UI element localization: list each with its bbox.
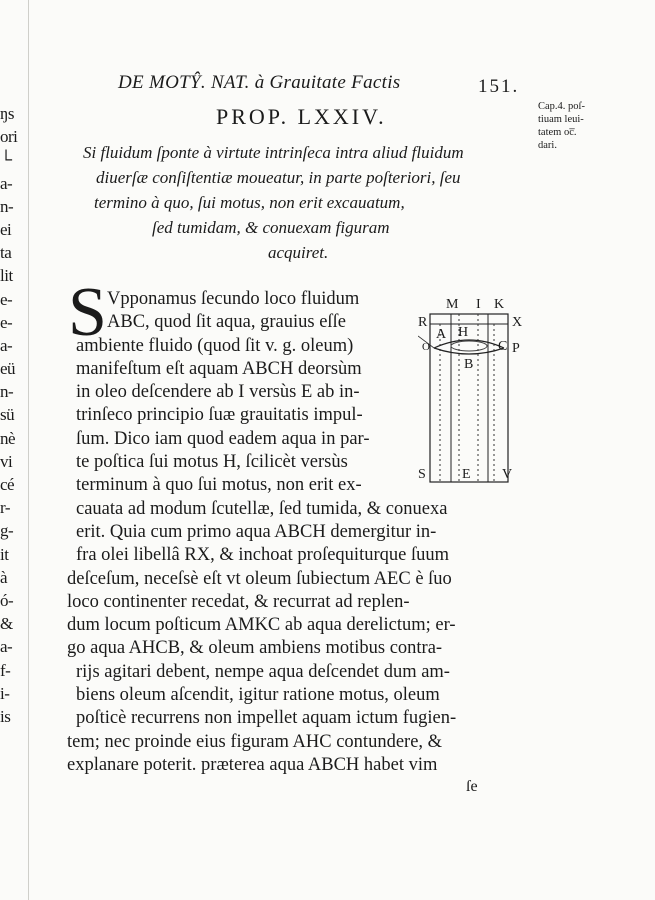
facing-page-fragment: n-	[0, 196, 14, 216]
margin-note	[538, 100, 628, 152]
figure-label-e: E	[462, 467, 471, 482]
fluid-column-diagram	[418, 296, 530, 496]
figure-label-h: H	[458, 325, 469, 340]
drop-cap: S	[68, 274, 107, 351]
statement-line: diuerſæ conſiſtentiæ moueatur, in parte poſteriori, ſeu	[96, 168, 461, 187]
facing-page-fragment: à	[0, 567, 8, 587]
figure-label-i: I	[476, 297, 481, 312]
figure-label-v: V	[502, 467, 513, 482]
facing-page-fragment: └	[0, 150, 12, 170]
body-line: te poſtica ſui motus H, ſcilicèt versùs	[76, 452, 348, 473]
facing-page-fragment: g-	[0, 521, 14, 541]
figure-label-x: X	[512, 315, 523, 330]
facing-page-fragment: &	[0, 614, 13, 634]
statement-line: acquiret.	[268, 243, 329, 262]
facing-page-fragment: ei	[0, 219, 12, 239]
body-line: deſceſum, neceſsè eſt vt oleum ſubiectum AEC è ſuo	[67, 568, 452, 589]
facing-page-fragment: a-	[0, 335, 13, 355]
running-head: DE MOTŶ. NAT. à Grauitate Factis	[118, 72, 401, 93]
facing-page-fragment: nè	[0, 428, 16, 448]
body-line: cauata ad modum ſcutellæ, ſed tumida, & conuexa	[76, 498, 448, 519]
figure-label-o: O	[422, 341, 430, 353]
facing-page-fragment: ori	[0, 127, 18, 147]
facing-page-fragment: sü	[0, 405, 15, 425]
body-line: manifeſtum eſt aquam ABCH deorsùm	[76, 358, 362, 379]
facing-page-fragment: ta	[0, 243, 12, 263]
body-line: terminum à quo ſui motus, non erit ex-	[76, 475, 362, 496]
figure-label-m: M	[446, 297, 459, 312]
facing-page-fragment: lit	[0, 266, 13, 286]
figure-label-c: C	[498, 339, 508, 354]
facing-page-fragment: vi	[0, 451, 13, 471]
facing-page-fragment: r-	[0, 498, 10, 518]
facing-page-fragments	[0, 102, 30, 728]
body-line: dum locum poſticum AMKC ab aqua derelictum; er-	[67, 615, 456, 636]
statement-line: termino à quo, ſui motus, non erit excauatum,	[94, 193, 405, 212]
facing-page-fragment: ó-	[0, 590, 14, 610]
margin-note-line: Cap.4. poſ-	[538, 101, 585, 112]
facing-page-fragment: f-	[0, 660, 11, 680]
margin-note-line: tatem oc̅̅.	[538, 127, 577, 138]
body-line: in oleo deſcendere ab I versùs E ab in-	[76, 382, 360, 403]
figure-label-b: B	[464, 357, 474, 372]
figure-label-a: A	[436, 327, 447, 342]
margin-note-line: tiuam leui-	[538, 114, 584, 125]
body-line: Vpponamus ſecundo loco fluidum	[107, 289, 360, 309]
body-line: explanare poterit. præterea aqua ABCH habet vim	[67, 754, 438, 775]
body-line: ſum. Dico iam quod eadem aqua in par-	[76, 428, 370, 449]
facing-page-fragment: it	[0, 544, 9, 564]
body-line: fra olei libellâ RX, & inchoat proſequiturque ſuum	[76, 545, 449, 566]
body-line: biens oleum aſcendit, igitur ratione motus, oleum	[76, 685, 440, 706]
body-line: rijs agitari debent, nempe aqua deſcendet dum am-	[76, 661, 450, 682]
body-line: ambiente fluido (quod ſit v. g. oleum)	[76, 335, 354, 356]
margin-note-line: dari.	[538, 140, 557, 151]
facing-page-fragment: e-	[0, 312, 13, 332]
catchword: ſe	[466, 778, 478, 795]
figure-label-r: R	[418, 315, 428, 330]
facing-page-fragment: ŋs	[0, 104, 15, 123]
proposition-statement	[80, 140, 550, 265]
body-line: go aqua AHCB, & oleum ambiens motibus contra-	[67, 638, 443, 659]
figure-label-k: K	[494, 297, 505, 312]
page-number: 151.	[478, 76, 520, 97]
body-line: poſticè recurrens non impellet aquam ictum fugien-	[76, 708, 457, 729]
proposition-heading: PROP. LXXIV.	[216, 104, 387, 129]
facing-page-fragment: a-	[0, 637, 13, 657]
facing-page-fragment: i-	[0, 683, 10, 703]
facing-page-fragment: cé	[0, 475, 15, 494]
statement-line: Si fluidum ſponte à virtute intrinſeca intra aliud fluidum	[83, 143, 464, 162]
facing-page-fragment: e-	[0, 289, 13, 309]
facing-page-fragment: n-	[0, 382, 14, 402]
body-line: tem; nec proinde eius figuram AHC contundere, &	[67, 731, 443, 752]
statement-line: ſed tumidam, & conuexam figuram	[152, 218, 390, 237]
facing-page-fragment: a-	[0, 173, 13, 193]
facing-page-fragment: is	[0, 706, 11, 726]
body-line: loco continenter recedat, & recurrat ad replen-	[67, 591, 410, 612]
facing-page-fragment: eü	[0, 359, 16, 379]
figure-label-p: P	[512, 341, 520, 356]
body-line: trinſeco principio ſuæ grauitatis impul-	[76, 405, 363, 426]
body-line: erit. Quia cum primo aqua ABCH demergitur in-	[76, 521, 437, 542]
figure-label-s: S	[418, 467, 426, 482]
body-line: ABC, quod ſit aqua, grauius eſſe	[107, 312, 346, 333]
